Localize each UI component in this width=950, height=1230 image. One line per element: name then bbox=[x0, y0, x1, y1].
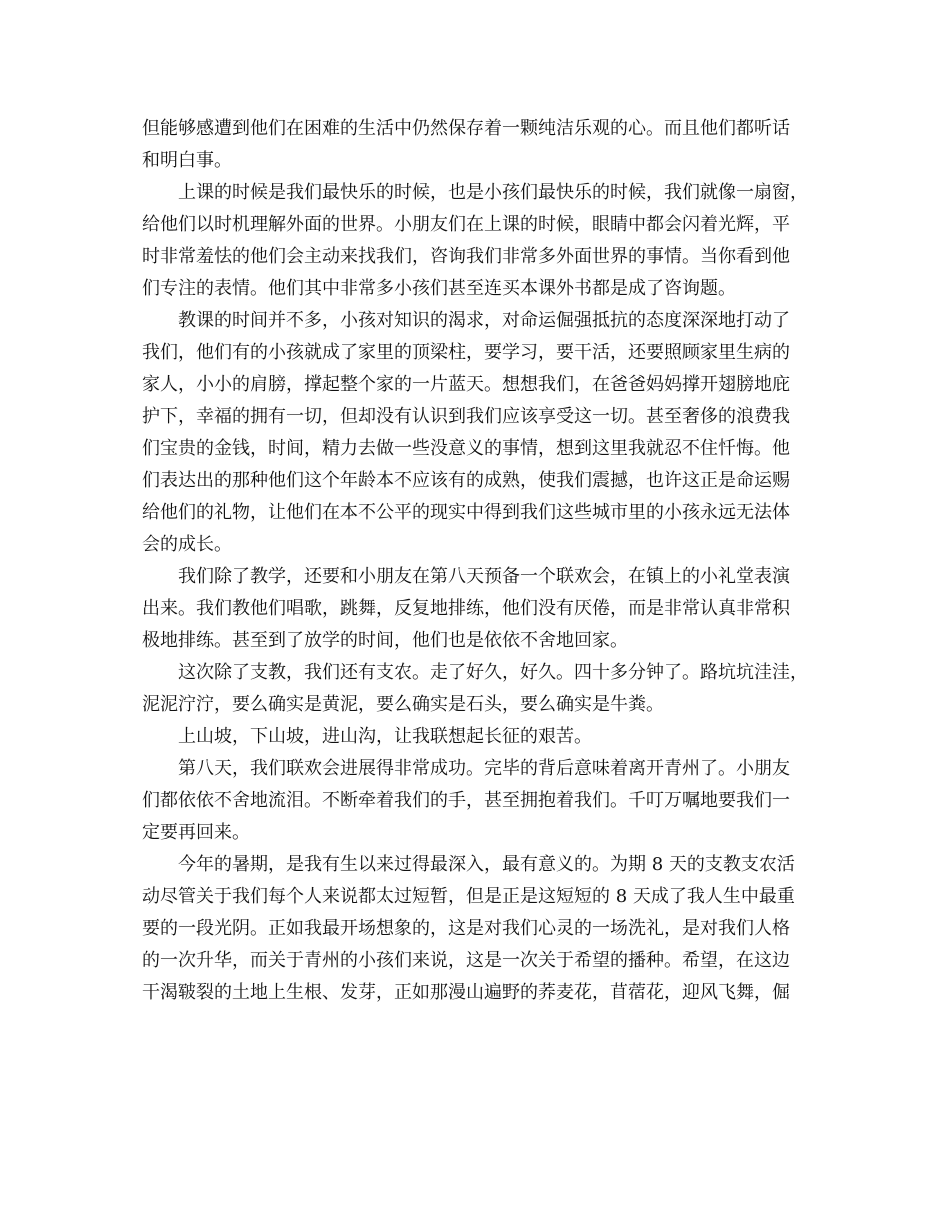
text-line: 干渴皲裂的土地上生根、发芽，正如那漫山遍野的荞麦花，苜蓿花，迎风飞舞，倔 bbox=[142, 982, 790, 1003]
text-line: 教课的时间并不多，小孩对知识的渴求，对命运倔强抵抗的态度深深地打动了 bbox=[178, 310, 790, 331]
text-line: 给他们的礼物，让他们在本不公平的现实中得到我们这些城市里的小孩永远无法体 bbox=[142, 502, 790, 523]
text-line: 要的一段光阴。正如我最开场想象的，这是对我们心灵的一场洗礼，是对我们人格 bbox=[142, 918, 790, 939]
text-line: 定要再回来。 bbox=[142, 822, 250, 843]
text-line: 第八天，我们联欢会进展得非常成功。完毕的背后意味着离开青州了。小朋友 bbox=[178, 758, 790, 779]
text-line: 今年的暑期，是我有生以来过得最深入，最有意义的。为期 8 天的支教支农活 bbox=[178, 854, 795, 875]
text-line: 但能够感遭到他们在困难的生活中仍然保存着一颗纯洁乐观的心。而且他们都听话 bbox=[142, 118, 790, 139]
text-line: 极地排练。甚至到了放学的时间，他们也是依依不舍地回家。 bbox=[142, 630, 628, 651]
text-line: 出来。我们教他们唱歌，跳舞，反复地排练，他们没有厌倦，而是非常认真非常积 bbox=[142, 598, 790, 619]
text-line: 我们，他们有的小孩就成了家里的顶梁柱，要学习，要干活，还要照顾家里生病的 bbox=[142, 342, 790, 363]
text-line: 时非常羞怯的他们会主动来找我们，咨询我们非常多外面世界的事情。当你看到他 bbox=[142, 246, 790, 267]
text-line: 们表达出的那种他们这个年龄本不应该有的成熟，使我们震撼，也许这正是命运赐 bbox=[142, 470, 790, 491]
text-line: 我们除了教学，还要和小朋友在第八天预备一个联欢会，在镇上的小礼堂表演 bbox=[178, 566, 790, 587]
text-line: 家人，小小的肩膀，撑起整个家的一片蓝天。想想我们，在爸爸妈妈撑开翅膀地庇 bbox=[142, 374, 790, 395]
body-text bbox=[142, 113, 808, 1009]
text-line: 泥泥泞泞，要么确实是黄泥，要么确实是石头，要么确实是牛粪。 bbox=[142, 694, 664, 715]
text-line: 动尽管关于我们每个人来说都太过短暂，但是正是这短短的 8 天成了我人生中最重 bbox=[142, 886, 795, 907]
text-line: 们都依依不舍地流泪。不断牵着我们的手，甚至拥抱着我们。千叮万嘱地要我们一 bbox=[142, 790, 790, 811]
text-line: 护下，幸福的拥有一切，但却没有认识到我们应该享受这一切。甚至奢侈的浪费我 bbox=[142, 406, 790, 427]
text-line: 上山坡，下山坡，进山沟，让我联想起长征的艰苦。 bbox=[178, 726, 592, 747]
text-line: 这次除了支教，我们还有支农。走了好久，好久。四十多分钟了。路坑坑洼洼， bbox=[178, 662, 808, 683]
text-line: 和明白事。 bbox=[142, 150, 232, 171]
text-line: 上课的时候是我们最快乐的时候，也是小孩们最快乐的时候，我们就像一扇窗， bbox=[178, 182, 808, 203]
text-line: 给他们以时机理解外面的世界。小朋友们在上课的时候，眼睛中都会闪着光辉，平 bbox=[142, 214, 790, 235]
text-line: 们专注的表情。他们其中非常多小孩们甚至连买本课外书都是成了咨询题。 bbox=[142, 278, 736, 299]
text-line: 的一次升华，而关于青州的小孩们来说，这是一次关于希望的播种。希望，在这边 bbox=[142, 950, 790, 971]
text-line: 们宝贵的金钱，时间，精力去做一些没意义的事情，想到这里我就忍不住忏悔。他 bbox=[142, 438, 790, 459]
text-line: 会的成长。 bbox=[142, 534, 232, 555]
